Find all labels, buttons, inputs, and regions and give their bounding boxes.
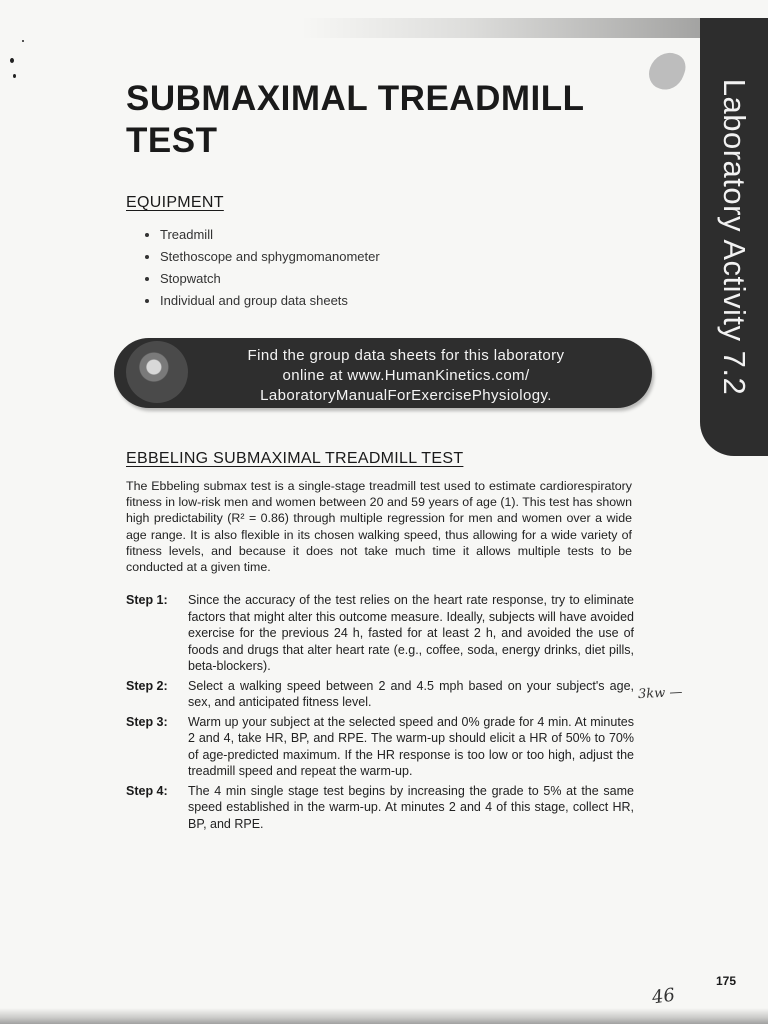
equipment-item: • Stethoscope and sphygmomanometer <box>160 246 380 268</box>
banner-link-line[interactable]: LaboratoryManualForExercisePhysiology. <box>260 387 552 404</box>
title-line-1: SUBMAXIMAL TREADMILL <box>126 79 585 118</box>
step-text: Select a walking speed between 2 and 4.5 mph based on your subject's age, sex, and anticipated fitness level. <box>188 678 634 709</box>
ebbeling-heading: EBBELING SUBMAXIMAL TREADMILL TEST <box>126 450 464 467</box>
equipment-item: • Treadmill <box>160 224 380 246</box>
handwritten-note: 46 <box>650 984 677 1009</box>
scan-shadow-top <box>300 18 710 38</box>
step-3 <box>126 714 634 780</box>
step-1 <box>126 592 634 675</box>
scan-speck <box>13 74 16 78</box>
handwritten-note: 3kw — <box>637 684 683 703</box>
scan-shadow-bottom <box>0 1008 768 1024</box>
step-text: The 4 min single stage test begins by increasing the grade to 5% at the same speed established in the warm-up. At minutes 2 and 4 of this stage, collect HR, BP, and RPE. <box>188 783 634 831</box>
smudge-mark <box>645 47 690 94</box>
step-text: Warm up your subject at the selected speed and 0% grade for 4 min. At minutes 2 and 4, take HR, BP, and RPE. The warm-up should elicit a HR of 50% to 70% of age-predicted maximum. If the HR response is too low or too high, adjust the treadmill speed and repeat the warm-up. <box>188 714 634 778</box>
banner-line-1: Find the group data sheets for this laboratory <box>247 347 565 364</box>
intro-paragraph: The Ebbeling submax test is a single-stage treadmill test used to estimate cardiorespiratory fitness in low-risk men and women between 20 and 59 years of age (1). This test has shown high predictability (R² = 0.86) through multiple regression for men and women over a wide age range. It is also flexible in its chosen walking speed, thus allowing for a wide variety of fitness levels, and because it does not take much time it allows multiple tests to be conducted at a given time. <box>126 479 632 575</box>
step-text: Since the accuracy of the test relies on the heart rate response, try to eliminate factors that might alter this outcome measure. Ideally, subjects will have avoided exercise for the previous 24 h, fasted for at least 2 h, and avoided the use of foods and drugs that alter heart rate (e.g., coffee, soda, energy drinks, diet pills, beta-blockers). <box>188 593 634 673</box>
step-label: Step 1: <box>126 593 168 607</box>
scan-speck <box>10 58 14 63</box>
equipment-list <box>146 224 380 312</box>
equipment-item: • Stopwatch <box>160 268 380 290</box>
step-2 <box>126 678 634 711</box>
banner-link-line[interactable]: online at www.HumanKinetics.com/ <box>282 367 530 384</box>
step-4 <box>126 783 634 833</box>
side-tab-label: Laboratory Activity 7.2 <box>717 78 752 396</box>
step-label: Step 2: <box>126 678 168 693</box>
equipment-heading: EQUIPMENT <box>126 194 224 211</box>
title-line-2: TEST <box>126 121 218 160</box>
scan-speck <box>22 40 24 42</box>
equipment-item: • Individual and group data sheets <box>160 290 380 312</box>
step-label: Step 4: <box>126 783 168 798</box>
page-title <box>126 78 646 162</box>
banner-text <box>196 346 616 406</box>
step-label: Step 3: <box>126 714 168 729</box>
disc-icon <box>126 341 188 403</box>
page-number: 175 <box>716 974 737 988</box>
steps-list <box>126 592 634 835</box>
